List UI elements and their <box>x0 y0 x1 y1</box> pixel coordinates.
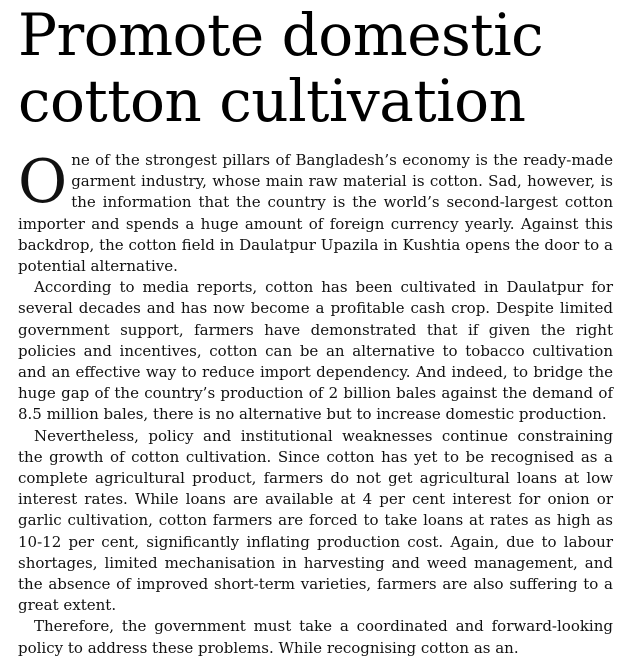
drop-cap: O <box>18 147 68 217</box>
paragraph-2: According to media reports, cotton has been cultivated in Daulatpur for several decades and has now become a profitable cash crop. Despite limited government support, farmers have demonstrated that if given the right policies and incentives, cotton can be an alternative to tobacco cultivation and an effective way to reduce import dependency. And indeed, to bridge the huge gap of the country’s production of 2 billion bales against the demand of 8.5 million bales, there is no alternative but to increase domestic production. <box>18 278 613 424</box>
headline-line-1: Promote domestic <box>18 1 544 69</box>
paragraph-1-text: ne of the strongest pillars of Bangladesh’s economy is the ready-made garment industry, whose main raw material is cotton. Sad, however, is the information that the country is the world’s second-largest cotton importer and spends a huge amount of foreign currency yearly. Against this backdrop, the cotton field in Daulatpur Upazila in Kushtia opens the door to a potential alternative. <box>18 151 613 276</box>
paragraph-4: Therefore, the government must take a coordinated and forward-looking policy to address these problems. While recognising cotton as an. <box>18 617 613 657</box>
headline <box>18 2 613 134</box>
paragraph-3: Nevertheless, policy and institutional weaknesses continue constraining the growth of cotton cultivation. Since cotton has yet to be recognised as a complete agricultural product, farmers do not get agricultural loans at low interest rates. While loans are available at 4 per cent interest for onion or garlic cultivation, cotton farmers are forced to take loans at rates as high as 10-12 per cent, significantly inflating production cost. Again, due to labour shortages, limited mechanisation in harvesting and weed management, and the absence of improved short-term varieties, farmers are also suffering to a great extent. <box>18 426 613 615</box>
headline-line-2: cotton cultivation <box>18 67 526 135</box>
article-body <box>18 147 613 659</box>
paragraph-1 <box>18 147 613 277</box>
